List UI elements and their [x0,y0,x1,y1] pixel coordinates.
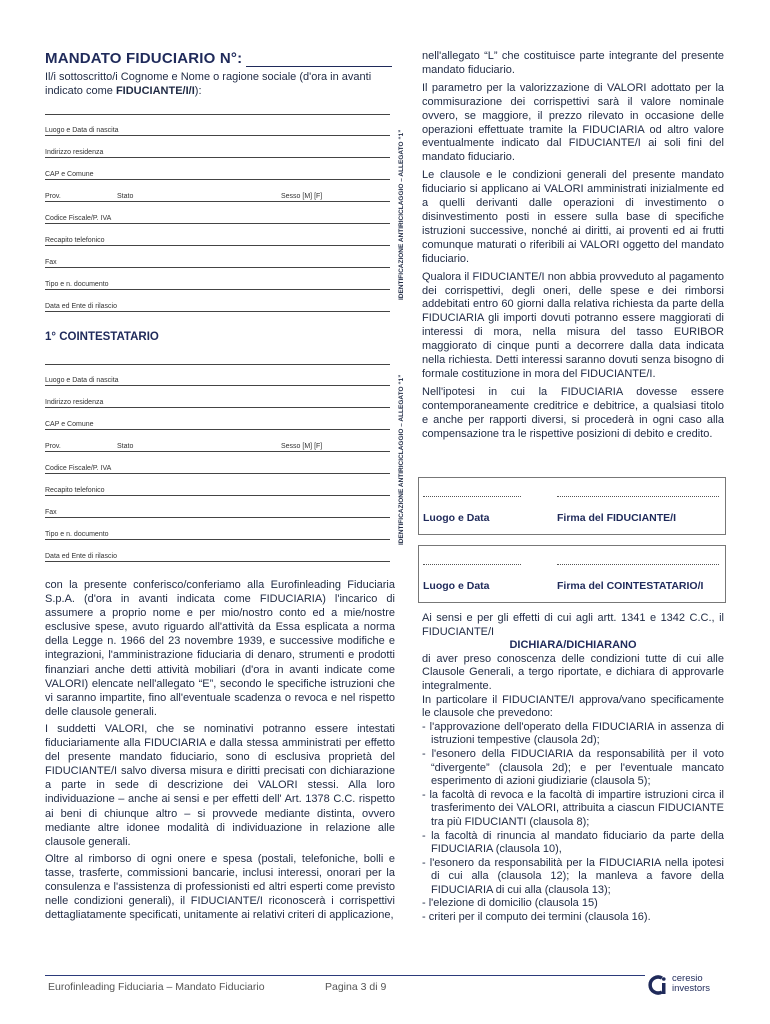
left-paragraph: Oltre al rimborso di ogni onere e spesa (postali, telefoniche, bolli e tasse, trasferte, commissioni bancarie, inclusi interessi, onorari per la consulenza e l'assistenza di professionisti ed altri esperti come previsto nelle condizioni generali), il FIDUCIANTE/I riconoscerà i corrispettivi dettagliatamente specificati, unitamente ai relativi criteri di applicazione, [45,852,395,922]
clause-item: - la facoltà di rinuncia al mandato fiduciario da parte della FIDUCIARIA (clausola 10), [422,829,724,856]
field-prov[interactable]: Prov. Stato Sesso [M] [F] [45,180,390,202]
date-line [423,564,521,565]
declaration-approve: In particolare il FIDUCIANTE/I approva/vano specificamente le clausole che prevedono: [422,693,724,720]
footer-divider [45,975,645,976]
footer-page-number: Pagina 3 di 9 [325,981,387,993]
signature-line [557,496,719,497]
clause-item: - criteri per il computo dei termini (clausola 16). [422,911,651,924]
declaration-body: di aver preso conoscenza delle condizioni tutte di cui alle Clausole Generali, a tergo riportate, e dichiara di approvarle integralmente. [422,652,724,692]
right-paragraph: Il parametro per la valorizzazione di VALORI adottato per la commisurazione dei corrispettivi sarà il valore nominale ovvero, se maggiore, il prezzo rilevato in occasione delle operazioni effettuate tramite la FIDUCIARIA od altro valore eventualmente indicato dal FIDUCIANTE/I ai soli fini del mandato fiduciario. [422,81,724,164]
ceresio-logo-icon [648,974,668,996]
side-label-1: IDENTIFICAZIONE ANTIRICICLAGGIO – ALLEGATO “1” [398,129,405,300]
intro-text [45,70,395,98]
right-paragraph: Le clausole e le condizioni generali del presente mandato fiduciario si applicano ai VALORI amministrati inizialmente ed a quelli derivanti dalle operazioni di investimento o disinvestimento posti in essere sulla base di specifiche istruzioni successive, nonché ai diritti, ai proventi ed ai frutti comunque maturati o riferibili ai VALORI oggetto del mandato fiduciario. [422,169,724,265]
signature-box-cointestatario[interactable] [418,545,726,603]
declaration-heading: DICHIARA/DICHIARANO [509,639,637,652]
date-line [423,496,521,497]
logo-text: ceresio investors [672,973,711,994]
page-title: MANDATO FIDUCIARIO N°: [45,50,243,67]
coint-field-cap[interactable]: CAP e Comune [45,408,390,430]
field-issue[interactable]: Data ed Ente di rilascio [45,290,390,312]
right-paragraph: Nell'ipotesi in cui la FIDUCIARIA dovesse essere contemporaneamente creditrice e debitrice, a qualsiasi titolo e anche per rapporti diversi, si procederà in ogni caso alla compensazione tra le rispettive posizioni di debito e credito. [422,385,724,440]
side-label-2: IDENTIFICAZIONE ANTIRICICLAGGIO – ALLEGATO “1” [398,374,405,545]
right-paragraph: Qualora il FIDUCIANTE/I non abbia provveduto al pagamento dei corrispettivi, degli oneri, delle spese e dei rimborsi addebitati entro 60 giorni dalla relativa richiesta da parte della FIDUCIARIA gli importi dovuti potranno essere maggiorati di interessi di mora, nella misura del tasso EURIBOR maggiorato di cinque punti a decorrere dalla data indicata nella richiesta. Detti interessi saranno dovuti senza bisogno di formale costituzione in mora del FIDUCIANTE/I. [422,270,724,380]
right-paragraph: nell'allegato “L” che costituisce parte integrante del presente mandato fiduciario. [422,50,724,76]
coint-field-phone[interactable]: Recapito telefonico [45,474,390,496]
right-body-text [422,50,724,445]
field-phone[interactable]: Recapito telefonico [45,224,390,246]
coint-field-address[interactable]: Indirizzo residenza [45,386,390,408]
footer-document-name: Eurofinleading Fiduciaria – Mandato Fiduciario [48,981,265,993]
field-doc[interactable]: Tipo e n. documento [45,268,390,290]
declaration-section [422,612,724,925]
clause-item: - l'elezione di domicilio (clausola 15) [422,897,598,910]
place-date-label: Luogo e Data [423,580,490,592]
signature-label: Firma del COINTESTATARIO/I [557,580,704,592]
field-address[interactable]: Indirizzo residenza [45,136,390,158]
clause-list [422,721,724,925]
coint-field-issue[interactable]: Data ed Ente di rilascio [45,540,390,562]
declaration-intro: Ai sensi e per gli effetti di cui agli artt. 1341 e 1342 C.C., il FIDUCIANTE/I [422,612,724,638]
signature-box-fiduciante[interactable] [418,477,726,535]
clause-item: - l'esonero da responsabilità per la FIDUCIARIA nella ipotesi di cui alla (clausola 12); la manleva a favore della FIDUCIARIA di cui alla (clausola 13); [422,856,724,896]
clause-item: - l'approvazione dell'operato della FIDUCIARIA in assenza di istruzioni tempestive (clausola 2d); [422,720,724,747]
mandate-number-line[interactable] [246,66,392,67]
field-cf[interactable]: Codice Fiscale/P. IVA [45,202,390,224]
intro-suffix: ): [194,85,202,97]
field-fax[interactable]: Fax [45,246,390,268]
intro-bold: FIDUCIANTE/I/I [115,85,195,97]
field-birth[interactable]: Luogo e Data di nascita [45,114,390,136]
field-cap[interactable]: CAP e Comune [45,158,390,180]
left-paragraph: I suddetti VALORI, che se nominativi potranno essere intestati fiduciariamente alla FIDUCIARIA e dalla stessa amministrati per effetto del presente mandato fiduciario, sono di esclusiva proprietà del FIDUCIANTE/I salvo diversa misura e diritti precisati con dichiarazione a parte in sede di descrizione dei VALORI stessi. Alla loro individuazione – anche ai sensi e per effetti dell' Art. 1378 C.C. rispetto ai beni di chiunque altro – si provvede mediante distinta, ovvero mediante altre idonee modalità di individuazione in relazione alle clausole generali. [45,722,395,848]
cointestatario-title: 1° COINTESTATARIO [45,331,159,343]
signature-label: Firma del FIDUCIANTE/I [557,512,677,524]
left-paragraph: con la presente conferisco/conferiamo alla Eurofinleading Fiduciaria S.p.A. (d'ora in avanti indicata come FIDUCIARIA) l'incarico di assumere a proprio nome e per mio/nostro conto ed a mie/nostre esclusive spese, avuto riguardo all'attività da Essa esplicata a norma della Legge n. 1966 del 23 novembre 1939, e successive modifiche e integrazioni, l'amministrazione fiduciaria di denaro, strumenti e prodotti finanziari anche detti attività mobiliari (d'ora in avanti indicate come VALORI) elencate nell'allegato “E”, secondo le specifiche istruzioni che vi saranno impartite, fino all'eventuale scadenza o revoca e nel rispetto delle clausole generali. [45,579,395,718]
clause-item: - l'esonero della FIDUCIARIA da responsabilità per il voto “divergente” (clausola 2d); e per l'eventuale mancato esperimento di azioni giudiziarie (clausola 5); [422,747,724,788]
left-body-text [45,578,395,925]
coint-field-fax[interactable]: Fax [45,496,390,518]
signature-line [557,564,719,565]
coint-field-birth[interactable]: Luogo e Data di nascita [45,364,390,386]
coint-field-prov[interactable]: Prov. Stato Sesso [M] [F] [45,430,390,452]
ceresio-logo [648,972,728,1000]
coint-field-doc[interactable]: Tipo e n. documento [45,518,390,540]
place-date-label: Luogo e Data [423,512,490,524]
intro-prefix: Il/i sottoscritto/i Cognome e Nome o ragione sociale (d'ora in avanti indicato come [45,71,372,97]
coint-field-cf[interactable]: Codice Fiscale/P. IVA [45,452,390,474]
clause-item: - la facoltà di revoca e la facoltà di impartire istruzioni circa il trasferimento dei VALORI, attribuita a ciascun FIDUCIANTE tra più FIDUCIANTI (clausola 8); [422,788,724,828]
